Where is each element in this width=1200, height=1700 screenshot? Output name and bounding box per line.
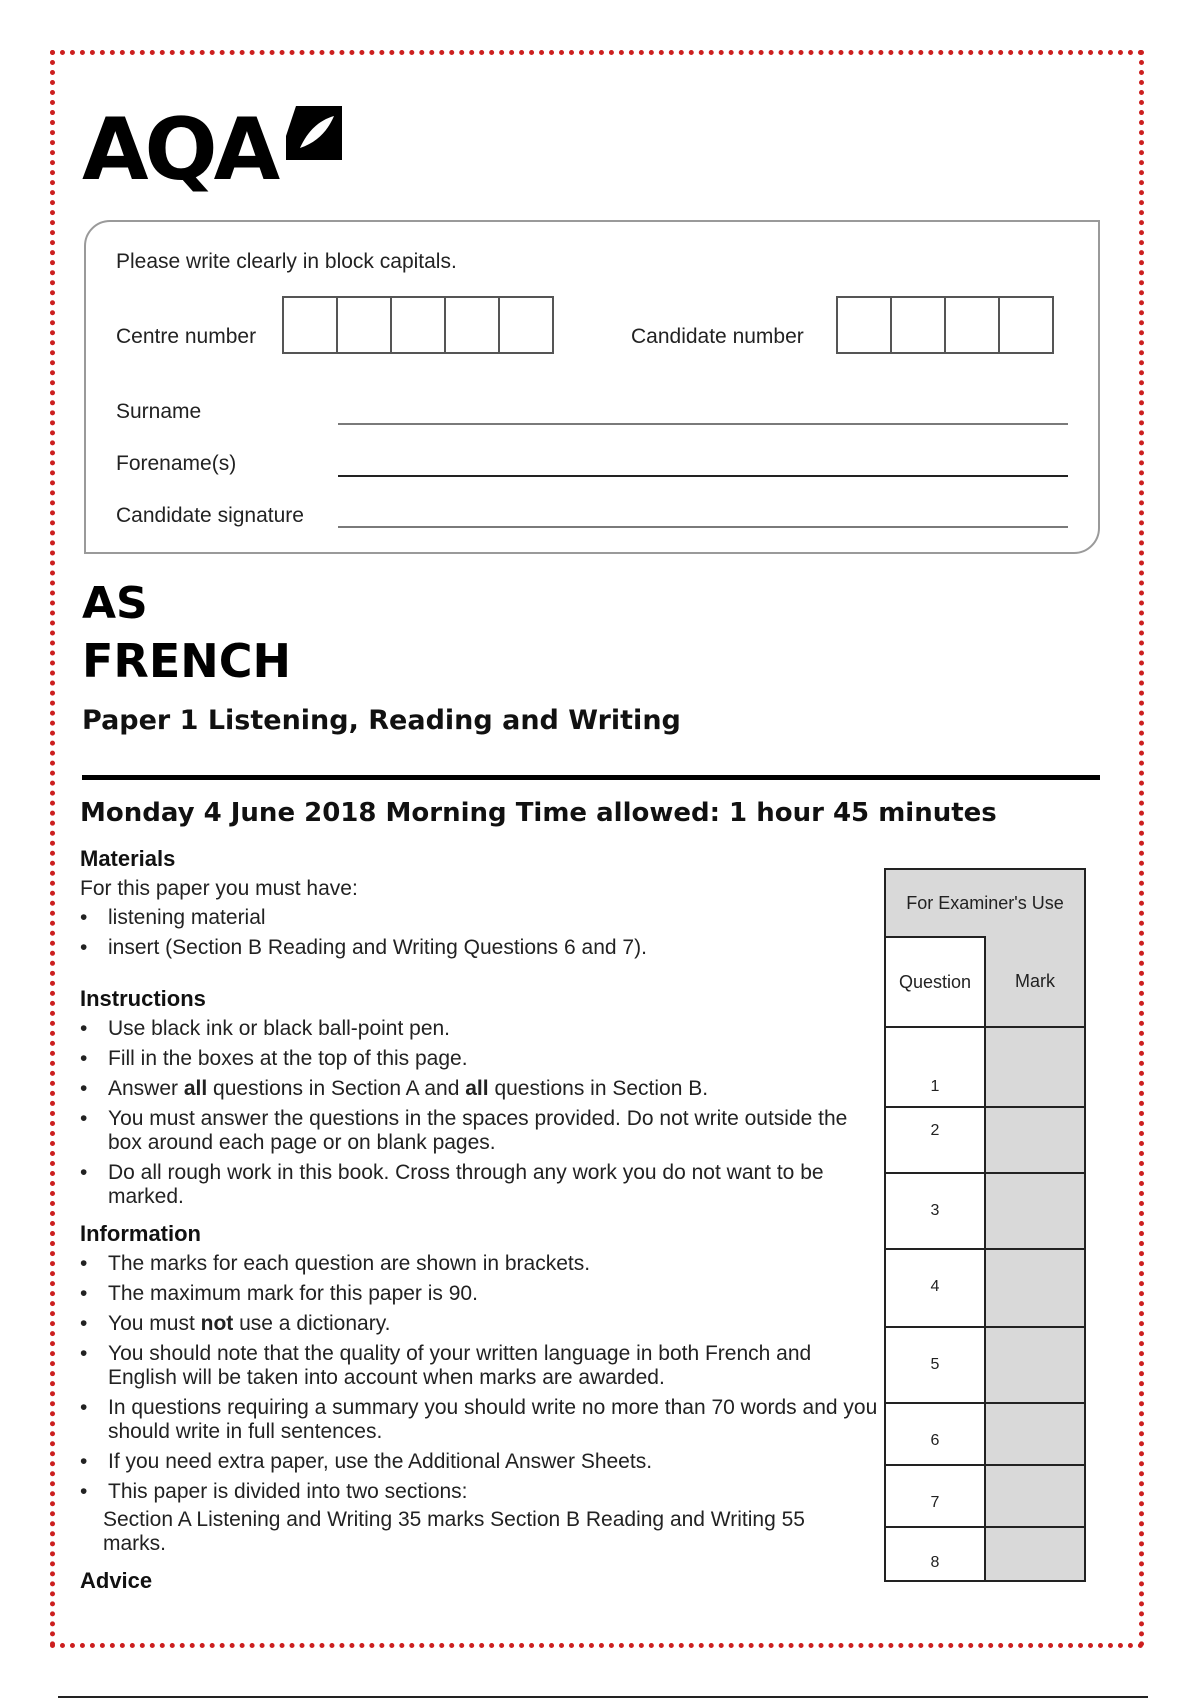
list-item: • Answer all questions in Section A and all questions in Section B.	[80, 1077, 880, 1101]
mark-cell	[986, 1466, 1084, 1526]
surname-line[interactable]	[338, 423, 1068, 425]
list-item: • Use black ink or black ball-point pen.	[80, 1017, 880, 1041]
list-item: • You must answer the questions in the spaces provided. Do not write outside the box around each page or on blank pages.	[80, 1107, 880, 1155]
mark-cell	[986, 1404, 1084, 1464]
list-item: • This paper is divided into two sections:	[80, 1480, 880, 1504]
exam-date-time: Monday 4 June 2018 Morning Time allowed: 1 hour 45 minutes	[80, 798, 997, 828]
title-divider	[82, 775, 1100, 780]
examiners-use-table	[884, 868, 1086, 1582]
table-row	[886, 1526, 1084, 1580]
candidate-digit-box[interactable]	[998, 296, 1054, 354]
instructions-list	[80, 1017, 880, 1209]
mark-cell	[986, 1528, 1084, 1580]
mark-cell	[986, 1028, 1084, 1106]
question-column-header: Question	[886, 936, 984, 1026]
examiners-use-heading: For Examiner's Use	[886, 870, 1084, 936]
instructions-heading: Instructions	[80, 986, 206, 1011]
centre-digit-box[interactable]	[498, 296, 554, 354]
candidate-number-label: Candidate number	[631, 325, 804, 348]
list-item: • You should note that the quality of your written language in both French and English will be taken into account when marks are awarded.	[80, 1342, 880, 1390]
qualification-level: AS	[82, 578, 148, 629]
table-row	[886, 1326, 1084, 1402]
list-item: • You must not use a dictionary.	[80, 1312, 880, 1336]
list-item: • If you need extra paper, use the Additional Answer Sheets.	[80, 1450, 880, 1474]
advice-heading: Advice	[80, 1568, 153, 1593]
mark-cell	[986, 1250, 1084, 1326]
information-list	[80, 1252, 880, 1504]
forename-label: Forename(s)	[116, 452, 237, 475]
materials-list	[80, 906, 880, 960]
list-item: • listening material	[80, 906, 880, 930]
signature-line[interactable]	[338, 526, 1068, 528]
table-row	[886, 1248, 1084, 1326]
question-number: 3	[930, 1202, 940, 1219]
paper-title: Paper 1 Listening, Reading and Writing	[82, 705, 681, 736]
sections-note: Section A Listening and Writing 35 marks Section B Reading and Writing 55 marks.	[103, 1508, 805, 1555]
candidate-digit-box[interactable]	[890, 296, 946, 354]
block-capitals-instruction: Please write clearly in block capitals.	[116, 250, 457, 273]
question-number: 6	[930, 1432, 940, 1449]
surname-label: Surname	[116, 400, 202, 423]
list-item: • Fill in the boxes at the top of this page.	[80, 1047, 880, 1071]
list-item: • In questions requiring a summary you should write no more than 70 words and you should write in full sentences.	[80, 1396, 880, 1444]
question-number: 7	[930, 1494, 940, 1511]
candidate-details-box	[84, 220, 1100, 554]
mark-cell	[986, 1174, 1084, 1248]
list-item: • Do all rough work in this book. Cross through any work you do not want to be marked.	[80, 1161, 880, 1209]
mark-cell	[986, 1108, 1084, 1172]
centre-digit-box[interactable]	[282, 296, 338, 354]
forename-line[interactable]	[338, 475, 1068, 477]
list-item: • The marks for each question are shown in brackets.	[80, 1252, 880, 1276]
list-item: • The maximum mark for this paper is 90.	[80, 1282, 880, 1306]
list-item: • insert (Section B Reading and Writing Questions 6 and 7).	[80, 936, 880, 960]
candidate-digit-box[interactable]	[836, 296, 892, 354]
mark-cell	[986, 1328, 1084, 1402]
table-row	[886, 1464, 1084, 1526]
candidate-digit-box[interactable]	[944, 296, 1000, 354]
question-number: 5	[930, 1356, 940, 1373]
materials-heading: Materials	[80, 846, 176, 871]
footer-rule	[58, 1696, 1148, 1698]
question-number: 1	[930, 1078, 940, 1095]
logo-text: AQA	[82, 100, 277, 200]
mark-column-header: Mark	[986, 936, 1084, 1026]
centre-digit-box[interactable]	[390, 296, 446, 354]
subject-title: FRENCH	[82, 634, 292, 688]
table-row	[886, 1106, 1084, 1172]
signature-label: Candidate signature	[116, 504, 304, 527]
centre-number-boxes	[282, 296, 552, 354]
question-number: 4	[930, 1278, 940, 1295]
aqa-leaf-icon	[282, 102, 344, 162]
aqa-logo	[82, 100, 344, 200]
question-number: 8	[930, 1554, 940, 1571]
table-row	[886, 1402, 1084, 1464]
information-heading: Information	[80, 1221, 201, 1246]
candidate-number-boxes	[836, 296, 1052, 354]
centre-digit-box[interactable]	[336, 296, 392, 354]
centre-digit-box[interactable]	[444, 296, 500, 354]
table-row	[886, 1026, 1084, 1106]
table-row	[886, 1172, 1084, 1248]
centre-number-label: Centre number	[116, 325, 257, 348]
materials-intro: For this paper you must have:	[80, 877, 358, 900]
question-number: 2	[930, 1122, 940, 1139]
